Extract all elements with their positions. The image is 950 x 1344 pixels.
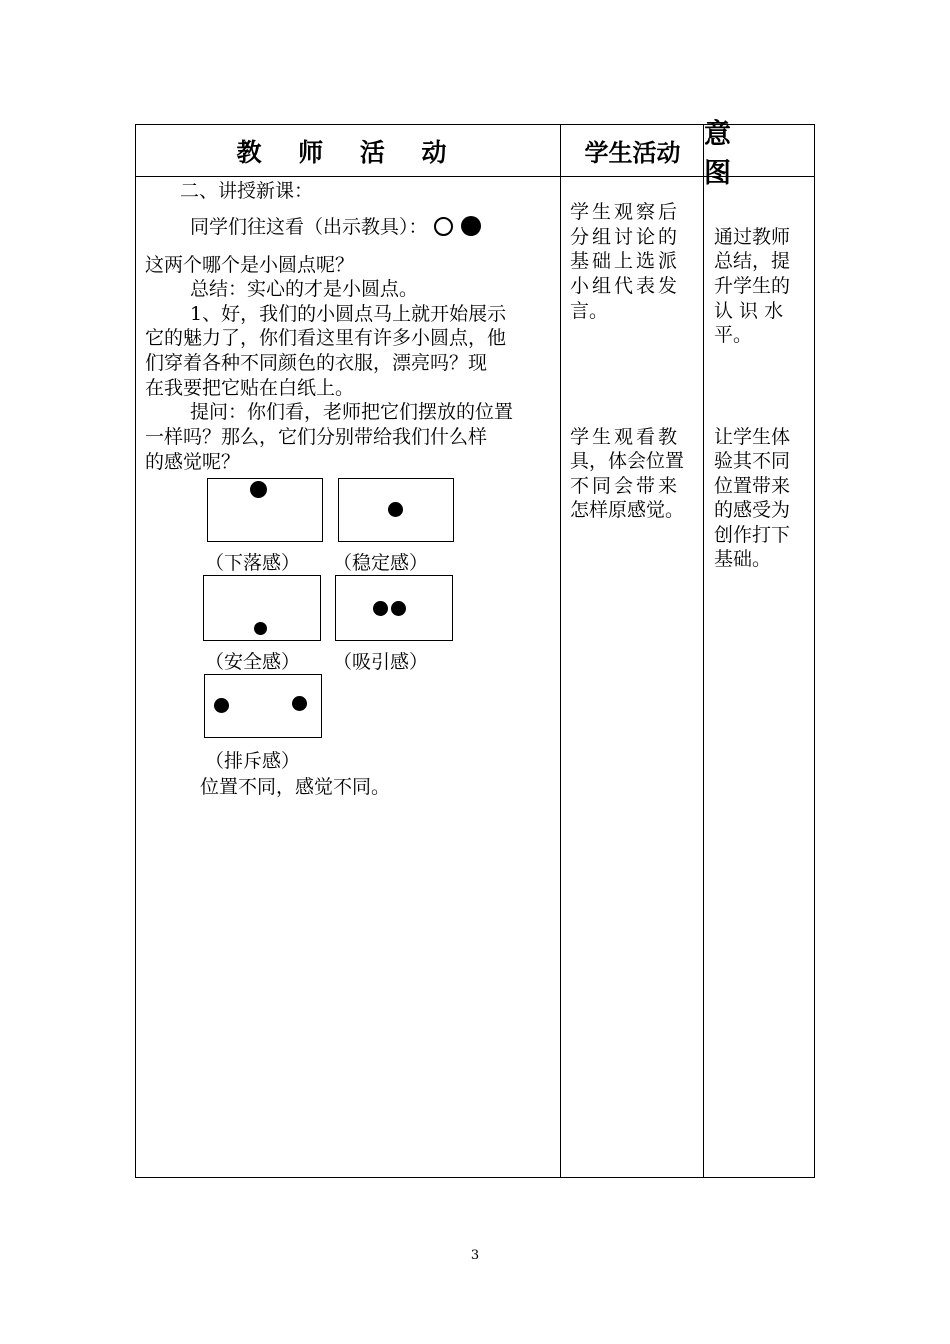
student-block2-line-4: 怎样原感觉。: [570, 499, 685, 521]
student-block1-line-3: 基础上选派: [570, 250, 681, 272]
para1-line-4: 在我要把它贴在白纸上。: [145, 377, 355, 399]
student-block2-line-2: 具，体会位置: [570, 450, 685, 472]
student-block1-line-2: 分组讨论的: [570, 226, 681, 248]
diagram-repel: [204, 674, 322, 738]
diagram-stable: [338, 478, 454, 542]
intent-block1-line-2: 总结，提: [714, 250, 791, 272]
para2-line-3: 的感觉呢？: [145, 451, 241, 473]
dot: [214, 698, 229, 713]
para2-line-1: 提问：你们看，老师把它们摆放的位置: [190, 401, 514, 423]
student-block1-line-5: 言。: [570, 300, 609, 322]
intent-block1-line-5: 平。: [714, 324, 753, 346]
intent-block1-line-1: 通过教师: [714, 226, 791, 248]
lesson-plan-table: [135, 118, 815, 1178]
hollow-circle-icon: [434, 217, 453, 236]
para2-line-2: 一样吗？那么，它们分别带给我们什么样: [145, 426, 488, 448]
teacher-question-which: 这两个哪个是小圆点呢？: [145, 254, 355, 276]
diagram-falling: [207, 478, 323, 542]
teacher-conclusion: 位置不同，感觉不同。: [200, 776, 391, 798]
intent-block2-line-4: 的感受为: [714, 499, 791, 521]
intent-block2-line-2: 验其不同: [714, 450, 791, 472]
para1-line-1: 1、好，我们的小圆点马上就开始展示: [190, 303, 507, 325]
solid-circle-icon: [461, 216, 481, 236]
student-block2-line-1: 学生观看教: [570, 426, 681, 448]
student-block1-line-4: 小组代表发: [570, 275, 681, 297]
caption-stable: （稳定感）: [333, 552, 429, 574]
column-divider-2: [703, 125, 704, 1177]
dot: [250, 481, 267, 498]
caption-falling: （下落感）: [205, 552, 301, 574]
intent-block2-line-1: 让学生体: [714, 426, 791, 448]
column-divider-1: [560, 125, 561, 1177]
intent-block2-line-6: 基础。: [714, 548, 772, 570]
dot: [388, 502, 403, 517]
intent-block1-line-4: 认 识 水: [714, 300, 784, 322]
teacher-summary: 总结：实心的才是小圆点。: [190, 278, 419, 300]
header-student-activity: 学生活动: [584, 139, 681, 167]
header-intent: 意 图: [704, 118, 757, 189]
caption-safe: （安全感）: [205, 651, 301, 673]
dot: [391, 601, 406, 616]
intent-block2-line-3: 位置带来: [714, 475, 791, 497]
student-block1-line-1: 学生观察后: [570, 201, 681, 223]
caption-attract: （吸引感）: [333, 651, 429, 673]
section-title: 二、讲授新课：: [180, 180, 314, 202]
header-teacher-activity: 教 师 活 动: [236, 137, 461, 167]
dot: [373, 601, 388, 616]
para1-line-2: 它的魅力了，你们看这里有许多小圆点，他: [145, 327, 507, 349]
dot: [292, 696, 307, 711]
intent-block1-line-3: 升学生的: [714, 275, 791, 297]
teacher-line-show-tool: [190, 215, 481, 239]
caption-repel: （排斥感）: [205, 750, 301, 772]
diagram-attract: [335, 575, 453, 641]
dot: [254, 622, 267, 635]
student-block2-line-3: 不同会带来: [570, 475, 681, 497]
page-number: 3: [470, 1248, 480, 1263]
diagram-safe: [203, 575, 321, 641]
show-tool-text: 同学们往这看（出示教具）：: [190, 216, 428, 238]
intent-block2-line-5: 创作打下: [714, 524, 791, 546]
para1-line-3: 们穿着各种不同颜色的衣服，漂亮吗？现: [145, 352, 488, 374]
